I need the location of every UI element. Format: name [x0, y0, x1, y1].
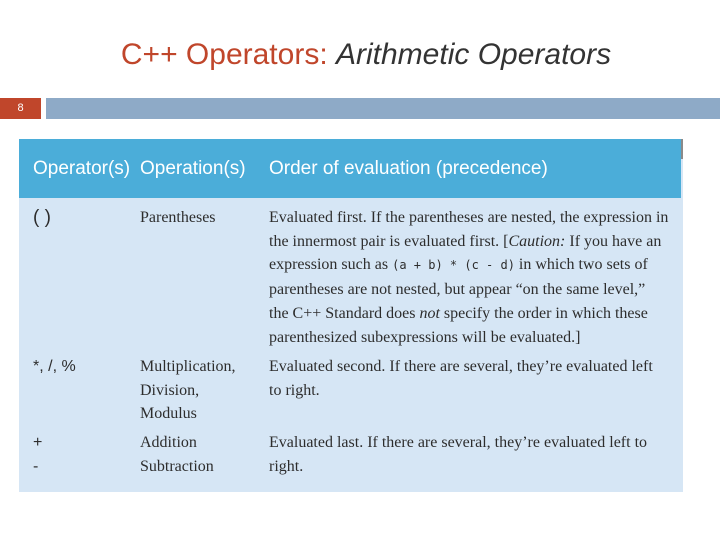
- row1-operation: Parentheses: [140, 209, 216, 226]
- row1-line2-c: If you have an: [565, 232, 662, 250]
- row3-operators: [33, 431, 42, 478]
- header-operators: Operator(s): [33, 158, 131, 179]
- row3-operator-minus: -: [33, 457, 39, 475]
- row2-line1: Evaluated second. If there are several, they’re evaluated left: [269, 358, 653, 375]
- row3-operation-2: Subtraction: [140, 457, 214, 475]
- row3-operation-1: Addition: [140, 434, 197, 451]
- row3-line2: right.: [269, 457, 304, 475]
- row1-line2: [269, 230, 681, 254]
- row2-operators: *, /, %: [33, 358, 76, 375]
- row2-operation-1: Multiplication,: [140, 358, 236, 375]
- row3-line1: Evaluated last. If there are several, they’re evaluated left to: [269, 434, 648, 451]
- row2-line2: to right.: [269, 381, 320, 399]
- page-number: 8: [0, 98, 41, 119]
- row1-line3-code: (a + b) * (c - d): [392, 258, 515, 273]
- slide-title: [0, 38, 720, 72]
- slide-title-main: C++ Operators:: [120, 38, 328, 71]
- row1-line2-caution: Caution:: [508, 232, 566, 250]
- row2-precedence: [269, 355, 681, 402]
- row3-operator-plus: +: [33, 434, 43, 451]
- row1-precedence: [269, 206, 681, 349]
- header-precedence: Order of evaluation (precedence): [269, 158, 548, 179]
- table-header: [19, 139, 681, 198]
- header-operations: Operation(s): [140, 158, 246, 179]
- row1-operators: ( ): [33, 207, 51, 228]
- row3-operations: [140, 431, 214, 478]
- row2-operation-2: Division,: [140, 381, 200, 399]
- row1-line2-a: the innermost pair is evaluated first. [: [269, 232, 509, 250]
- row1-line1: Evaluated first. If the parentheses are nested, the expression in: [269, 209, 669, 226]
- row1-line6: parenthesized subexpressions will be evaluated.]: [269, 328, 581, 346]
- row1-line5-c: specify the order in which these: [439, 304, 648, 322]
- slide-title-sub: Arithmetic Operators: [336, 38, 612, 71]
- row2-operation-3: Modulus: [140, 405, 197, 423]
- row1-line3-a: expression such as: [269, 256, 393, 274]
- row3-precedence: [269, 431, 681, 478]
- row2-operations: [140, 355, 236, 426]
- row1-line5-a: the C++ Standard does: [269, 304, 420, 322]
- header-rule: [46, 98, 720, 119]
- row1-line3-c: in which two sets of: [514, 256, 648, 274]
- operators-table: [19, 139, 683, 492]
- row1-line5: [269, 302, 681, 326]
- header-edge: [681, 139, 683, 159]
- row1-line3: [269, 253, 681, 278]
- row1-line5-not: not: [419, 304, 440, 322]
- row1-line4: parentheses are not nested, but appear “on the same level,”: [269, 281, 646, 299]
